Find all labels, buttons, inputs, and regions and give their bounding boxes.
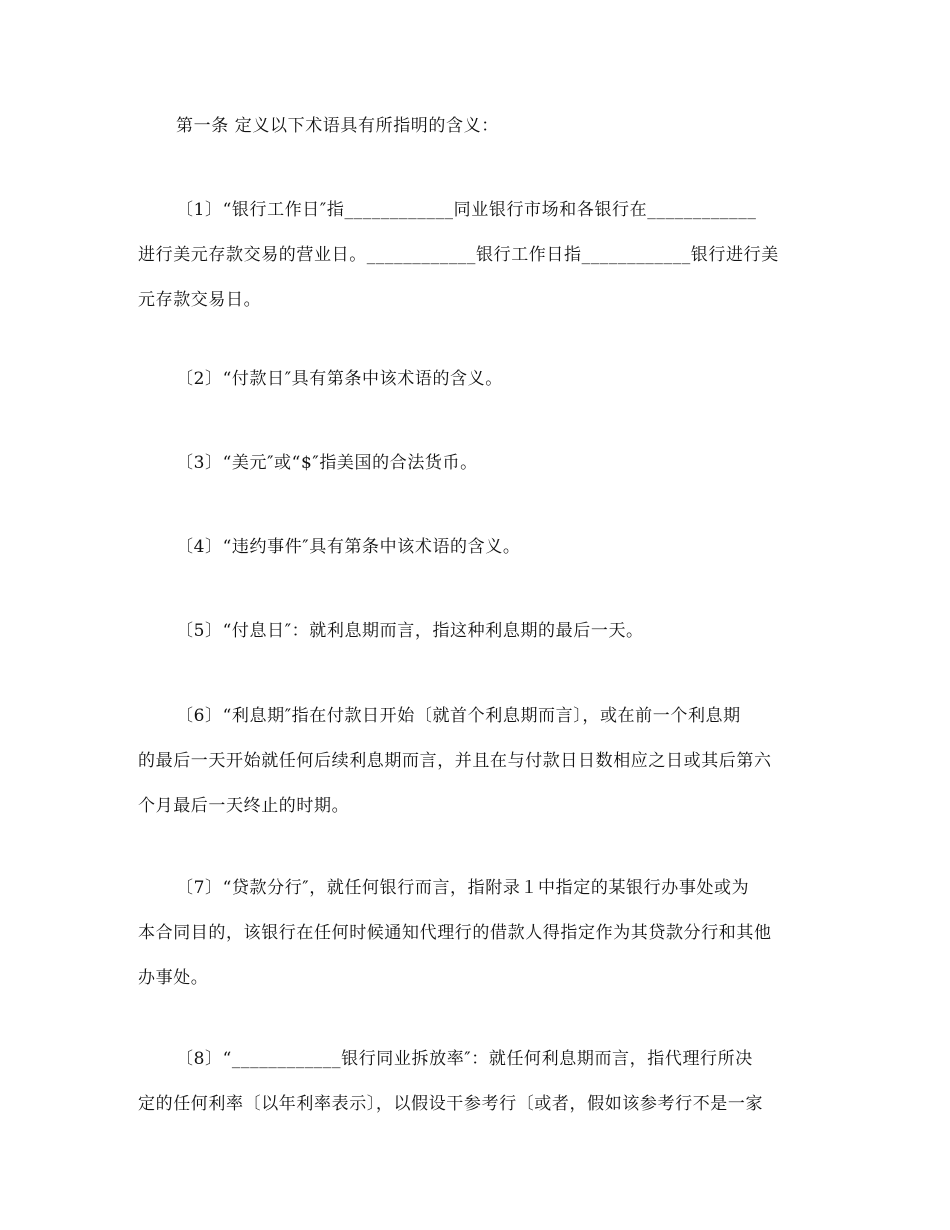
text-line: 元存款交易日。 (138, 290, 262, 310)
definition-1 (138, 188, 818, 323)
definition-4 (138, 525, 818, 570)
text-line: 本合同目的，该银行在任何时候通知代理行的借款人得指定作为其贷款分行和其他 (138, 923, 772, 943)
text-line: 的最后一天开始就任何后续利息期而言，并且在与付款日日数相应之日或其后第六 (138, 751, 772, 771)
text-line: 〔2〕“付款日″具有第条中该术语的含义。 (176, 369, 503, 389)
definition-2 (138, 357, 818, 402)
text-line: 办事处。 (138, 968, 209, 988)
text-line: 进行美元存款交易的营业日。____________银行工作日指____________银行进行美 (138, 245, 779, 265)
text-line: 〔3〕“美元″或“$″指美国的合法货币。 (176, 453, 478, 473)
definition-7 (138, 866, 818, 1001)
text-line: 〔7〕“贷款分行″，就任何银行而言，指附录１中指定的某银行办事处或为 (176, 878, 750, 898)
heading-line: 第一条 定义以下术语具有所指明的含义： (176, 116, 499, 136)
text-line: 〔4〕“违约事件″具有第条中该术语的含义。 (176, 537, 521, 557)
article-heading (138, 104, 856, 149)
text-line: 个月最后一天终止的时期。 (138, 796, 350, 816)
definition-5 (138, 609, 818, 654)
text-line: 〔8〕“____________银行同业拆放率″：就任何利息期而言，指代理行所决 (176, 1049, 753, 1069)
definition-6 (138, 694, 818, 829)
text-line: 〔6〕“利息期″指在付款日开始〔就首个利息期而言〕，或在前一个利息期 (176, 706, 741, 726)
definition-8 (138, 1037, 818, 1127)
text-line: 定的任何利率〔以年利率表示〕，以假设干参考行〔或者，假如该参考行不是一家 (138, 1094, 764, 1114)
definition-3 (138, 441, 818, 486)
text-line: 〔5〕“付息日″：就利息期而言，指这种利息期的最后一天。 (176, 621, 644, 641)
text-line: 〔1〕“银行工作日″指____________同业银行市场和各银行在____________ (176, 200, 757, 220)
